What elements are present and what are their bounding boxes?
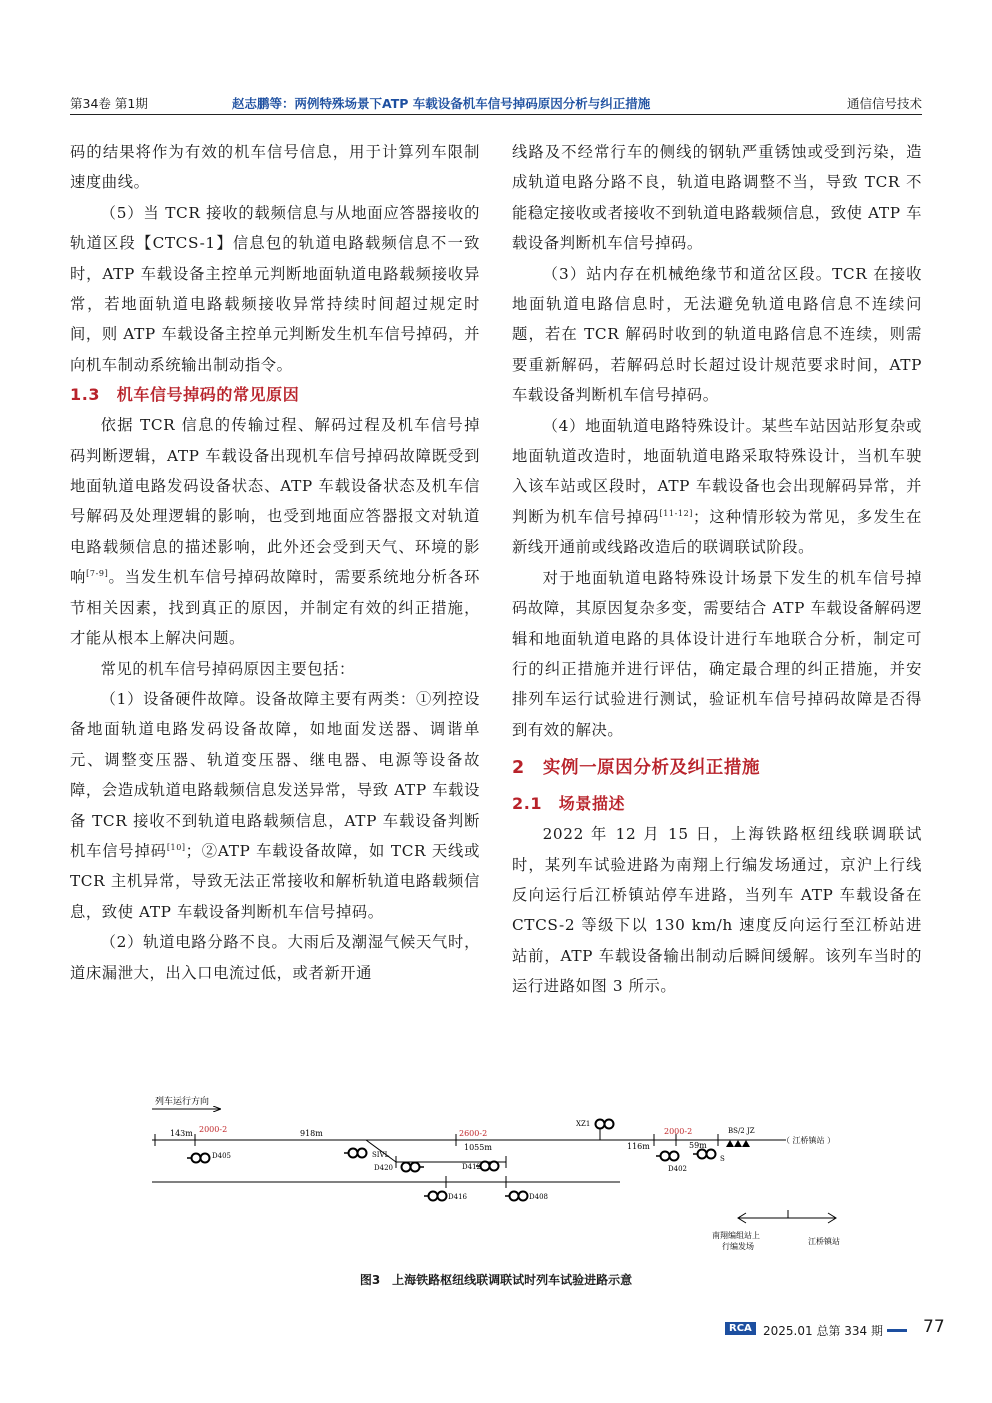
citation: [11-12] <box>659 508 694 518</box>
section-heading-2-1: 2.1 场景描述 <box>512 794 626 814</box>
signal-label: D420 <box>374 1164 393 1172</box>
signal-icon <box>505 1192 528 1201</box>
signal-icon <box>402 1163 425 1172</box>
length-label: 1055m <box>464 1143 492 1152</box>
signal-label: SIVL <box>372 1151 390 1159</box>
signal-label: XZ1 <box>576 1120 591 1128</box>
paragraph: 2022 年 12 月 15 日，上海铁路枢纽线联调联试时，某列车试验进路为南翔上行编发场通过，京沪上行线反向运行后江桥镇站停车进路，当列车 ATP 车载设备在 CTCS-2 等级下以 130 km/h 速度反向运行至江桥站进站前，ATP 车载设备输出制动后瞬间缓解。该列车当时的运行进路如图 3 所示。 <box>512 825 922 996</box>
balise-label: BS/2 JZ <box>728 1127 755 1135</box>
carrier-label: 2000-2 <box>664 1127 693 1136</box>
paragraph: 依据 TCR 信息的传输过程、解码过程及机车信号掉码判断逻辑，ATP 车载设备出现机车信号掉码故障既受到地面轨道电路发码设备状态、ATP 车载设备状态及机车信号解码及处理逻辑的影响，也受到地面应答器报文对轨道电路载频信息的描述影响，此外还会受到天气、环境的影响[7-9]。当发生机车信号掉码故障时，需要系统地分析各环节相关因素，找到真正的原因，并制定有效的纠正措施，才能从根本上解决问题。 <box>70 416 480 648</box>
paragraph: 对于地面轨道电路特殊设计场景下发生的机车信号掉码故障，其原因复杂多变，需要结合 ATP 车载设备解码逻辑和地面轨道电路的具体设计进行车地联合分析，制定可行的纠正措施并进行评估，确定最合理的纠正措施，并安排列车运行试验进行测试，验证机车信号掉码故障是否得到有效的解决。 <box>512 568 922 739</box>
left-column <box>70 137 480 988</box>
journal-volume: 第34卷 第1期 <box>70 96 148 111</box>
paragraph: （3）站内存在机械绝缘节和道岔区段。TCR 在接收地面轨道电路信息时，无法避免轨道电路信息不连续问题，若在 TCR 解码时收到的轨道电路信息不连续，则需要重新解码，若解码总时长超过设计规范要求时间，ATP 车载设备判断机车信号掉码。 <box>512 264 922 405</box>
carrier-label: 2600-2 <box>459 1129 488 1138</box>
length-label: 143m <box>170 1129 193 1138</box>
balise-icon <box>726 1140 750 1147</box>
article-running-title: 赵志鹏等：两例特殊场景下ATP 车载设备机车信号掉码原因分析与纠正措施 <box>232 96 651 111</box>
signal-label: D416 <box>448 1193 467 1201</box>
signal-label: D412 <box>462 1163 481 1171</box>
signal-label: D402 <box>668 1165 687 1173</box>
route-diagram-svg <box>150 1090 870 1260</box>
citation: [10] <box>166 842 186 852</box>
issue-info: 2025.01 总第 334 期 <box>763 1324 883 1338</box>
legend-left-line1: 南翔编组站上 <box>712 1231 760 1240</box>
footer-arrow-bar <box>887 1329 907 1332</box>
length-label: 918m <box>300 1129 323 1138</box>
paragraph: （2）轨道电路分路不良。大雨后及潮湿气候天气时，道床漏泄大，出入口电流过低，或者新开通 <box>70 933 480 982</box>
citation: [7-9] <box>86 569 109 579</box>
paragraph: （1）设备硬件故障。设备故障主要有两类：①列控设备地面轨道电路发码设备故障，如地面发送器、调谐单元、调整变压器、轨道变压器、继电器、电源等设备故障，会造成轨道电路载频信息发送异常，导致 ATP 车载设备 TCR 接收不到轨道电路载频信息，ATP 车载设备判断机车信号掉码[10]；②ATP 车载设备故障，如 TCR 天线或 TCR 主机异常，导致无法正常接收和解析轨道电路载频信息，致使 ATP 车载设备判断机车信号掉码。 <box>70 689 480 921</box>
page-number: 77 <box>923 1317 945 1337</box>
journal-badge: RCA <box>725 1322 756 1335</box>
figure-caption: 图3 上海铁路枢纽线联调联试时列车试验进路示意 <box>359 1273 633 1287</box>
signal-icon <box>424 1192 447 1201</box>
signal-icon <box>693 1150 716 1159</box>
paragraph: （4）地面轨道电路特殊设计。某些车站因站形复杂或地面轨道改造时，地面轨道电路采取特殊设计，当机车驶入该车站或区段时，ATP 车载设备也会出现解码异常，并判断为机车信号掉码[11-12]；这种情形较为常见，多发生在新线开通前或线路改造后的联调联试阶段。 <box>512 416 922 557</box>
signal-label: D408 <box>529 1193 548 1201</box>
legend-right: 江桥镇站 <box>808 1237 840 1246</box>
signal-label: D405 <box>212 1152 231 1160</box>
journal-name: 通信信号技术 <box>846 96 922 111</box>
paragraph: 线路及不经常行车的侧线的钢轨严重锈蚀或受到污染，造成轨道电路分路不良，轨道电路调整不当，导致 TCR 不能稳定接收或者接收不到轨道电路载频信息，致使 ATP 车载设备判断机车信号掉码。 <box>512 143 922 253</box>
paragraph: 码的结果将作为有效的机车信号信息，用于计算列车限制速度曲线。 <box>70 143 480 192</box>
section-heading-2: 2 实例一原因分析及纠正措施 <box>512 758 761 779</box>
signal-icon <box>344 1149 367 1158</box>
length-label: 59m <box>689 1141 707 1150</box>
running-header <box>70 92 922 115</box>
paragraph: 常见的机车信号掉码原因主要包括： <box>100 659 355 678</box>
length-label: 116m <box>627 1142 650 1151</box>
signal-label: S <box>720 1155 725 1163</box>
legend-left-line2: 行编发场 <box>722 1242 754 1251</box>
signal-icon <box>596 1120 614 1141</box>
station-label: （ 江桥镇站 ） <box>782 1136 836 1145</box>
signal-icon <box>187 1154 210 1163</box>
section-heading-1-3: 1.3 机车信号掉码的常见原因 <box>70 385 300 405</box>
signal-icon <box>656 1152 679 1161</box>
right-column <box>512 137 922 1002</box>
route-diagram <box>150 1090 870 1260</box>
paragraph: （5）当 TCR 接收的载频信息与从地面应答器接收的轨道区段【CTCS-1】信息包的轨道电路载频信息不一致时，ATP 车载设备主控单元判断地面轨道电路载频接收异常，若地面轨道电路载频接收异常持续时间超过规定时间，则 ATP 车载设备主控单元判断发生机车信号掉码，并向机车制动系统输出制动指令。 <box>70 203 480 374</box>
direction-label: 列车运行方向 <box>155 1097 210 1107</box>
carrier-label: 2000-2 <box>199 1125 228 1134</box>
